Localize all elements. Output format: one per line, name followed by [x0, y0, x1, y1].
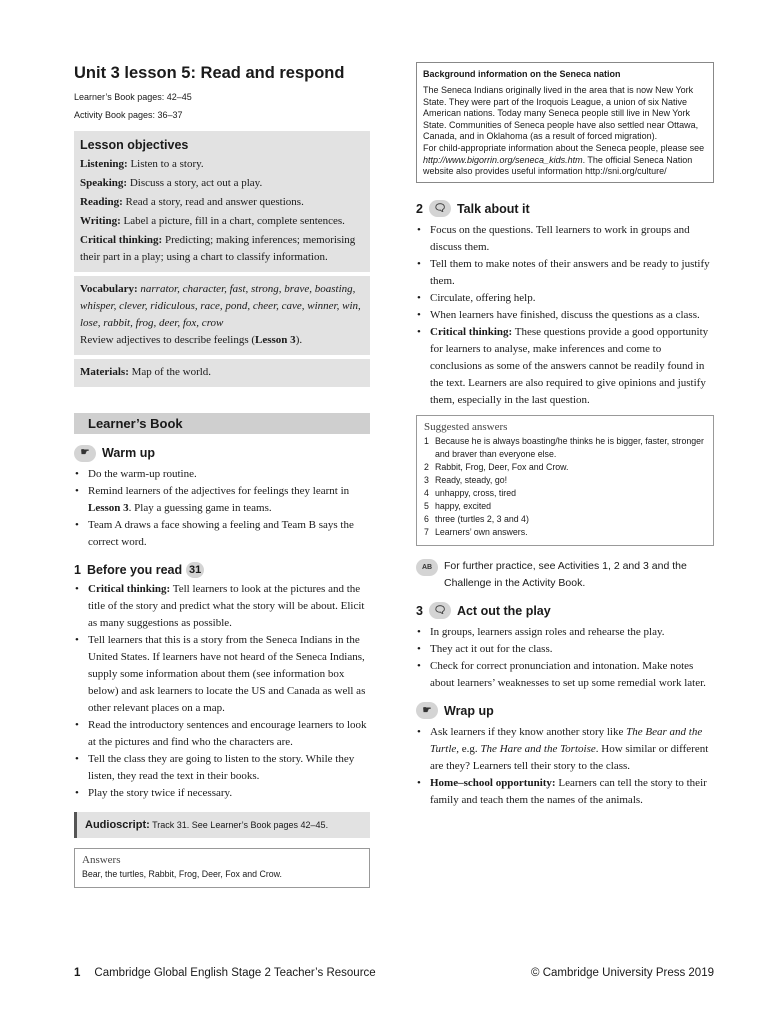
list-item: 6 three (turtles 2, 3 and 4): [424, 513, 529, 524]
warm-up-heading: ☛ Warm up: [74, 444, 370, 462]
objective-listening: Listening: Listen to a story.: [80, 158, 204, 170]
list-item: • Play the story twice if necessary.: [74, 785, 370, 802]
suggested-answers-heading: Suggested answers: [424, 420, 508, 433]
list-item: 2 Rabbit, Frog, Deer, Fox and Crow.: [424, 461, 569, 472]
act-out-list: [416, 624, 714, 692]
list-item: • In groups, learners assign roles and rehearse the play.: [416, 624, 714, 641]
list-item: • Tell them to make notes of their answers and be ready to justify them.: [416, 256, 714, 290]
suggested-answers-box: [416, 415, 714, 546]
act-out-heading: 3 🗨 Act out the play: [416, 603, 551, 618]
further-practice-text: For further practice, see Activities 1, 2 and 3 and the Challenge in the Activity Book.: [444, 559, 687, 589]
objective-writing: Writing: Label a picture, fill in a chart, complete sentences.: [80, 215, 345, 227]
list-item: • Read the introductory sentences and encourage learners to look at the pictures and find who the characters are.: [74, 717, 370, 751]
speech-bubbles-icon: 🗨: [429, 602, 451, 619]
answers-box: [74, 848, 370, 888]
learners-book-bar: Learner’s Book: [74, 413, 370, 434]
page-footer: [74, 965, 714, 981]
materials-box: Materials: Map of the world.: [74, 359, 370, 387]
arrow-hand-icon: ☛: [416, 702, 438, 719]
list-item: • Critical thinking: These questions provide a good opportunity for learners to analyse, make inferences and come to conclusions as some of the answers cannot be readily found in the text. Learners are also required to give opinions and justify them, especially in the last question.: [416, 324, 714, 409]
seneca-kids-link[interactable]: http://www.bigorrin.org/seneca_kids.htm: [423, 154, 583, 165]
before-you-read-heading: 1 Before you read 31: [74, 561, 370, 579]
list-item: • Circulate, offering help.: [416, 290, 714, 307]
list-item: • Critical thinking: Tell learners to look at the pictures and the title of the story and predict what the story will be about. Elicit as many suggestions as possible.: [74, 581, 370, 632]
book-title: Cambridge Global English Stage 2 Teacher’s Resource: [94, 967, 376, 979]
list-item: • When learners have finished, discuss the questions as a class.: [416, 307, 714, 324]
suggested-answers-list: [424, 435, 706, 539]
answers-heading: Answers: [82, 854, 121, 866]
objective-critical-thinking: Critical thinking: Predicting; making inferences; memorising their part in a play; using a chart to classify information.: [80, 234, 356, 263]
wrap-up-heading: ☛ Wrap up: [416, 702, 714, 720]
page-title: Unit 3 lesson 5: Read and respond: [74, 64, 345, 82]
list-item: • Home–school opportunity: Learners can tell the story to their family and teach them the names of the animals.: [416, 775, 714, 809]
background-info-title: Background information on the Seneca nation: [423, 69, 621, 79]
list-item: 1 Because he is always boasting/he thinks he is bigger, faster, stronger and braver than everyone else.: [424, 435, 704, 459]
list-item: • Do the warm-up routine.: [74, 466, 370, 483]
before-you-read-list: [74, 581, 370, 802]
list-item: 3 Ready, steady, go!: [424, 474, 508, 485]
background-info-box: [416, 62, 714, 183]
background-info-text: The Seneca Indians originally lived in the area that is now New York State. They were part of the Iroquois League, a union of six Native American nations. Today many Seneca people still live in New York State. Communities of Seneca people have also settled near Ottawa, Canada, and in Oklahoma (as a result of forced migration). For child-appropriate information about the Seneca people, please see http://www.bigorrin.org/seneca_kids.htm. The official Seneca Nation website also provides useful information http://sni.org/culture/: [423, 85, 705, 177]
list-item: 5 happy, excited: [424, 500, 492, 511]
activity-book-icon: AB: [416, 559, 438, 576]
talk-about-it-heading: 2 🗨 Talk about it: [416, 201, 530, 216]
activity-book-pages: Activity Book pages: 36–37: [74, 110, 183, 120]
answers-text: Bear, the turtles, Rabbit, Frog, Deer, Fox and Crow.: [82, 869, 282, 879]
wrap-up-list: [416, 724, 714, 809]
right-column: [416, 62, 714, 809]
list-item: 7 Learners’ own answers.: [424, 526, 528, 537]
list-item: 4 unhappy, cross, tired: [424, 487, 517, 498]
list-item: • Focus on the questions. Tell learners to work in groups and discuss them.: [416, 222, 714, 256]
speech-bubbles-icon: 🗨: [429, 200, 451, 217]
list-item: • Remind learners of the adjectives for feelings they learnt in Lesson 3. Play a guessing game in teams.: [74, 483, 370, 517]
list-item: • Team A draws a face showing a feeling and Team B says the correct word.: [74, 517, 370, 551]
copyright: © Cambridge University Press 2019: [531, 967, 714, 979]
audioscript-box: Audioscript: Track 31. See Learner’s Book pages 42–45.: [74, 812, 370, 838]
objectives-heading: Lesson objectives: [80, 138, 189, 152]
objective-speaking: Speaking: Discuss a story, act out a play.: [80, 177, 263, 189]
list-item: • Ask learners if they know another story like The Bear and the Turtle, e.g. The Hare and the Tortoise. How similar or different are they? Learners tell their story to the class.: [416, 724, 714, 775]
talk-about-it-list: [416, 222, 714, 409]
learners-book-pages: Learner’s Book pages: 42–45: [74, 92, 192, 102]
lesson-objectives: [74, 131, 370, 272]
list-item: • Tell learners that this is a story from the Seneca Indians in the United States. If learners have not heard of the Seneca Indians, supply some information about them (see information box below) and ask learners to locate the US and Canada as well as other relevant places on a map.: [74, 632, 370, 717]
arrow-hand-icon: ☛: [74, 445, 96, 462]
vocabulary-box: Vocabulary: narrator, character, fast, strong, brave, boasting, whisper, clever, ridiculous, race, pond, cheer, cave, winner, win, lose, rabbit, frog, deer, fox, crow Review adjectives to describe feelings (Lesson 3).: [74, 276, 370, 355]
list-item: • Tell the class they are going to listen to the story. While they listen, they read the text in their books.: [74, 751, 370, 785]
objective-reading: Reading: Read a story, read and answer questions.: [80, 196, 304, 208]
left-column: [74, 62, 370, 888]
page-number: 1: [74, 967, 81, 979]
list-item: • They act it out for the class.: [416, 641, 714, 658]
audio-track-icon: 31: [186, 562, 204, 578]
warm-up-list: [74, 466, 370, 551]
list-item: • Check for correct pronunciation and intonation. Make notes about learners’ weaknesses to set up some remedial work later.: [416, 658, 714, 692]
further-practice: [416, 558, 714, 592]
footer-left: [74, 965, 376, 981]
